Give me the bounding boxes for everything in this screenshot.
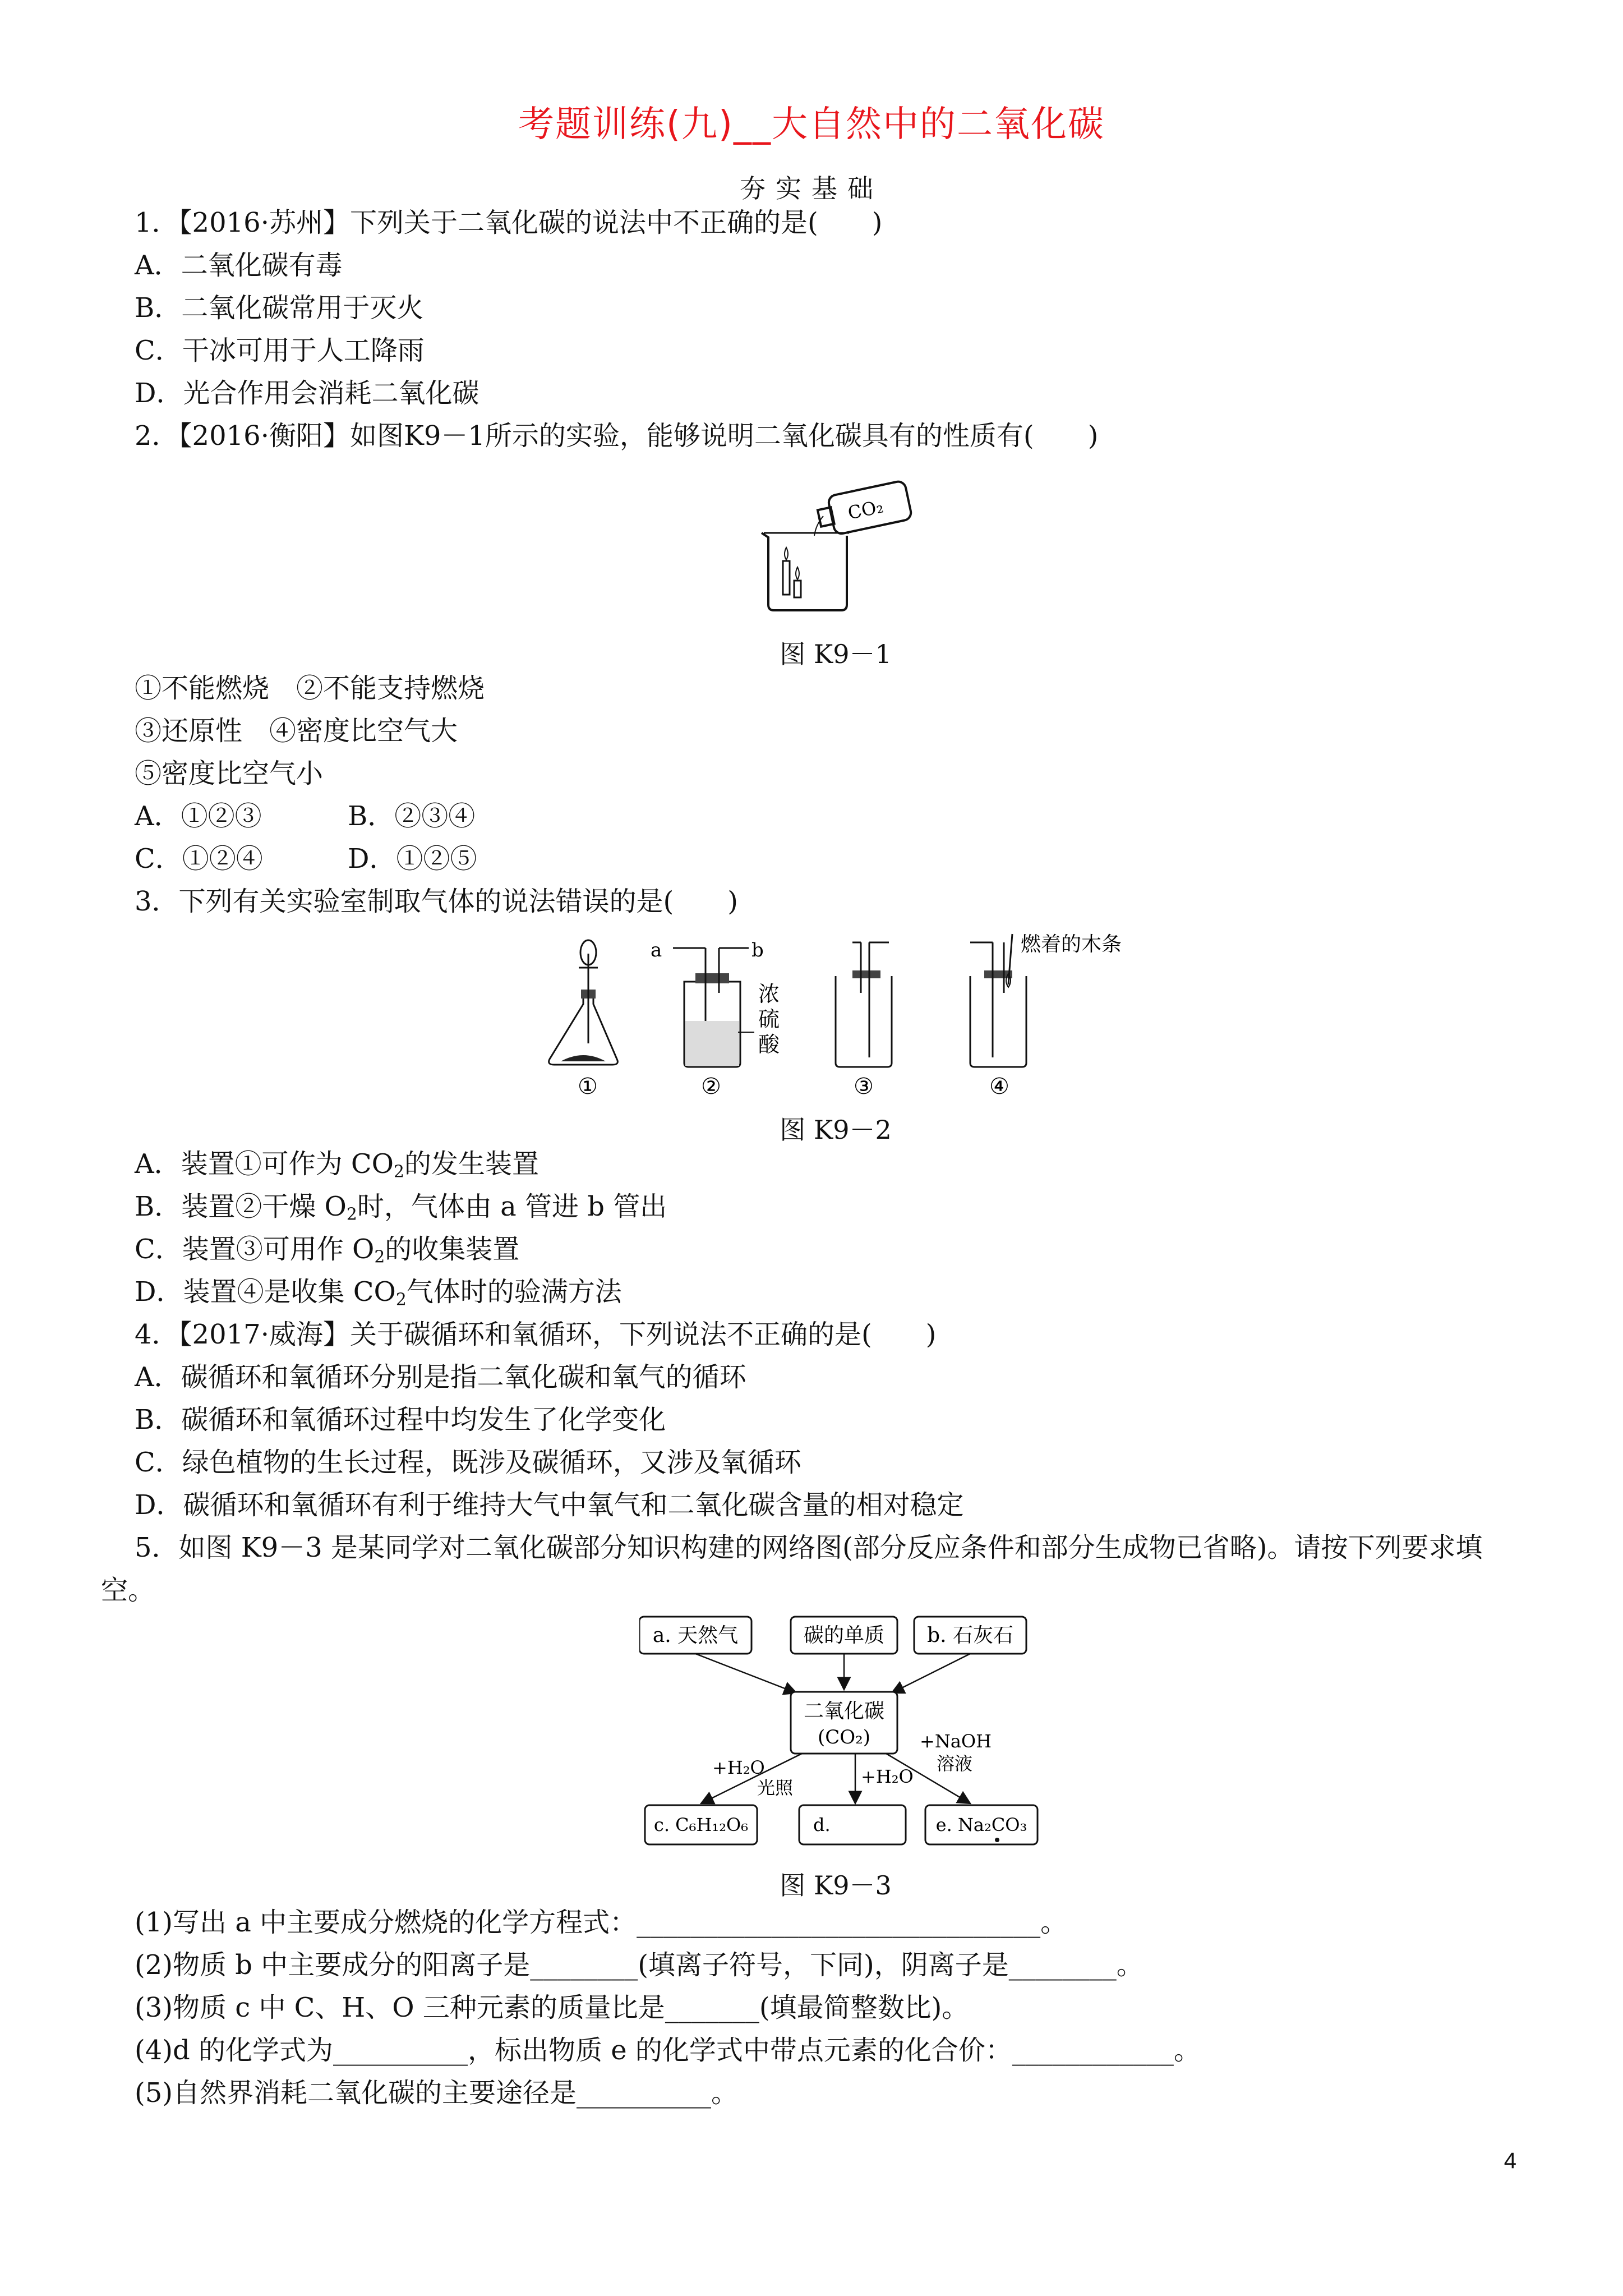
acid-label-1: 浓 xyxy=(758,982,780,1006)
device-1-number: ① xyxy=(578,1074,598,1099)
q3-option-c: C．装置③可用作 $O_2$的收集装置 xyxy=(135,1234,520,1267)
device-4 xyxy=(970,933,1122,1099)
q2-option-c: C．①②④ xyxy=(135,843,263,875)
q5-stem-line2: 空。 xyxy=(101,1575,155,1606)
svg-text:+H₂O: +H₂O xyxy=(861,1766,914,1787)
svg-text:碳的单质: 碳的单质 xyxy=(803,1624,885,1647)
q2-option-b: B．②③④ xyxy=(348,800,476,832)
device-2 xyxy=(651,939,780,1099)
q1-option-b: B．二氧化碳常用于灭火 xyxy=(135,292,424,324)
q5-stem-line1: 5．如图 K9－3 是某同学对二氧化碳部分知识构建的网络图(部分反应条件和部分生成物已省略)。请按下列要求填 xyxy=(135,1532,1483,1563)
q3-stem: 3．下列有关实验室制取气体的说法错误的是( ) xyxy=(135,886,738,917)
page-number: 4 xyxy=(1504,2148,1516,2173)
q2-stem: 2．【2016·衡阳】如图K9－1所示的实验，能够说明二氧化碳具有的性质有( ) xyxy=(135,420,1099,452)
figure-k9-1-caption: 图 K9－1 xyxy=(780,639,892,669)
figure-k9-2 xyxy=(538,931,1155,1099)
q5-sub-2: (2)物质 b 中主要成分的阳离子是________(填离子符号，下同)，阴离子是________。 xyxy=(135,1949,1144,1981)
svg-text:(CO₂): (CO₂) xyxy=(817,1726,871,1749)
device-4-number: ④ xyxy=(989,1074,1009,1099)
co2-bottle-label: CO₂ xyxy=(846,495,886,524)
figure-k9-2-caption: 图 K9－2 xyxy=(780,1115,892,1145)
q2-option-a: A．①②③ xyxy=(135,800,262,832)
svg-text:e. Na₂CO₃: e. Na₂CO₃ xyxy=(935,1814,1027,1835)
section-heading: 夯实基础 xyxy=(740,173,883,204)
svg-text:二氧化碳: 二氧化碳 xyxy=(803,1700,885,1723)
q1-option-d: D．光合作用会消耗二氧化碳 xyxy=(135,378,479,409)
svg-text:溶液: 溶液 xyxy=(937,1753,973,1774)
q5-sub-4: (4)d 的化学式为__________，标出物质 e 的化学式中带点元素的化合价：____________。 xyxy=(135,2035,1201,2066)
q1-option-a: A．二氧化碳有毒 xyxy=(135,250,343,281)
q1-option-c: C．干冰可用于人工降雨 xyxy=(135,335,425,366)
q4-option-a: A．碳循环和氧循环分别是指二氧化碳和氧气的循环 xyxy=(135,1361,746,1393)
q5-sub-1: (1)写出 a 中主要成分燃烧的化学方程式：______________________________。 xyxy=(135,1907,1068,1938)
svg-text:d.: d. xyxy=(813,1814,831,1835)
q4-option-c: C．绿色植物的生长过程，既涉及碳循环，又涉及氧循环 xyxy=(135,1447,801,1478)
q5-sub-3: (3)物质 c 中 C、H、O 三种元素的质量比是_______(填最简整数比)。 xyxy=(135,1992,969,2023)
acid-label-2: 硫 xyxy=(758,1007,780,1032)
q1-stem: 1．【2016·苏州】下列关于二氧化碳的说法中不正确的是( ) xyxy=(135,207,883,238)
svg-text:光照: 光照 xyxy=(757,1777,794,1798)
device-2-number: ② xyxy=(701,1074,721,1099)
q3-option-d: D．装置④是收集 $CO_2$气体时的验满方法 xyxy=(135,1276,622,1310)
figure-k9-3 xyxy=(639,1616,1043,1862)
device-3-number: ③ xyxy=(854,1074,874,1099)
figure-k9-3-caption: 图 K9－3 xyxy=(780,1870,892,1901)
q3-option-b: B．装置②干燥 $O_2$时，气体由 a 管进 b 管出 xyxy=(135,1191,667,1225)
svg-text:a. 天然气: a. 天然气 xyxy=(652,1624,739,1647)
dot-marker xyxy=(995,1838,999,1842)
q4-option-d: D．碳循环和氧循环有利于维持大气中氧气和二氧化碳含量的相对稳定 xyxy=(135,1489,964,1521)
device-1 xyxy=(549,940,618,1099)
q2-property-line3: ⑤密度比空气小 xyxy=(135,758,324,789)
q5-sub-5: (5)自然界消耗二氧化碳的主要途径是__________。 xyxy=(135,2077,738,2109)
device-3 xyxy=(836,942,892,1099)
svg-text:+H₂O: +H₂O xyxy=(712,1757,765,1778)
q2-property-line1: ①不能燃烧 ②不能支持燃烧 xyxy=(135,673,485,704)
q2-option-d: D．①②⑤ xyxy=(348,843,477,875)
svg-text:b. 石灰石: b. 石灰石 xyxy=(927,1624,1013,1647)
page-title: 考题训练(九)__大自然中的二氧化碳 xyxy=(518,104,1105,145)
q2-property-line2: ③还原性 ④密度比空气大 xyxy=(135,715,458,747)
svg-text:+NaOH: +NaOH xyxy=(920,1731,992,1752)
figure-k9-1 xyxy=(751,471,920,617)
svg-text:c. C₆H₁₂O₆: c. C₆H₁₂O₆ xyxy=(653,1814,749,1835)
tube-b-label: b xyxy=(751,939,764,961)
q4-option-b: B．碳循环和氧循环过程中均发生了化学变化 xyxy=(135,1404,666,1435)
q4-stem: 4．【2017·威海】关于碳循环和氧循环，下列说法不正确的是( ) xyxy=(135,1319,937,1350)
burning-stick-label: 燃着的木条 xyxy=(1021,933,1122,956)
acid-label-3: 酸 xyxy=(758,1032,780,1057)
q3-option-a: A．装置①可作为 $CO_2$的发生装置 xyxy=(135,1148,539,1182)
tube-a-label: a xyxy=(651,939,662,961)
